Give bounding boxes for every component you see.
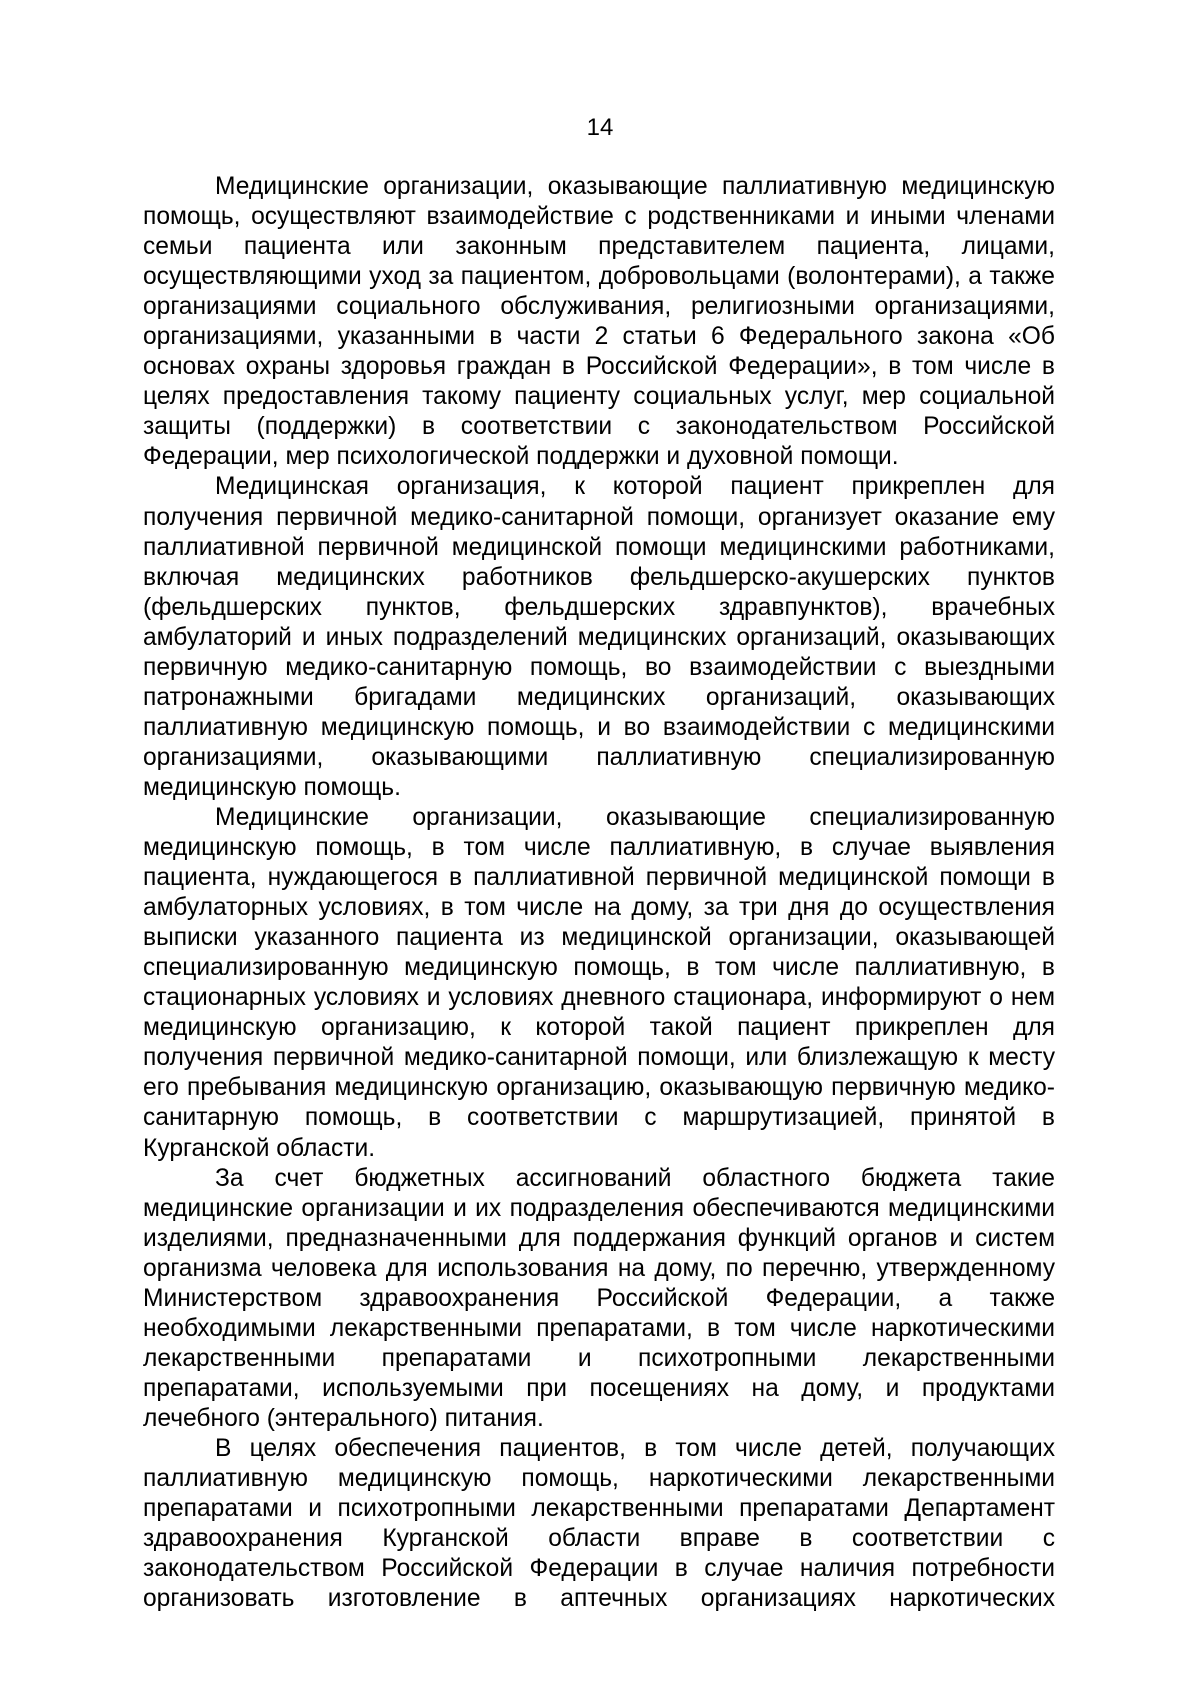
paragraph-palliative-interaction: Медицинские организации, оказывающие паллиативную медицинскую помощь, осуществляют взаимодействие с родственниками и иными членами семьи пациента или законным представителем пациента, лицами, осуществляющими уход за пациентом, добровольцами (волонтерами), а также организациями социального обслуживания, религиозными организациями, организациями, указанными в части 2 статьи 6 Федерального закона «Об основах охраны здоровья граждан в Российской Федерации», в том числе в целях предоставления такому пациенту социальных услуг, мер социальной защиты (поддержки) в соответствии с законодательством Российской Федерации, мер психологической поддержки и духовной помощи. (143, 173, 1055, 471)
paragraph-specialized-care-discharge: Медицинские организации, оказывающие специализированную медицинскую помощь, в том числе паллиативную, в случае выявления пациента, нуждающегося в паллиативной первичной медицинской помощи в амбулаторных условиях, в том числе на дому, за три дня до осуществления выписки указанного пациента из медицинской организации, оказывающей специализированную медицинскую помощь, в том числе паллиативную, в стационарных условиях и условиях дневного стационара, информируют о нем медицинскую организацию, к которой такой пациент прикреплен для получения первичной медико-санитарной помощи, или близлежащую к месту его пребывания медицинскую организацию, оказывающую первичную медико-санитарную помощь, в соответствии с маршрутизацией, принятой в Курганской области. (143, 803, 1055, 1162)
page-number: 14 (586, 114, 614, 141)
paragraph-budget-funding: За счет бюджетных ассигнований областного бюджета такие медицинские организации и их подразделения обеспечиваются медицинскими изделиями, предназначенными для поддержания функций органов и систем организма человека для использования на дому, по перечню, утвержденному Министерством здравоохранения Российской Федерации, а также необходимыми лекарственными препаратами, в том числе наркотическими лекарственными препаратами и психотропными лекарственными препаратами, используемыми при посещениях на дому, и продуктами лечебного (энтерального) питания. (143, 1164, 1055, 1432)
paragraph-narcotic-drugs-supply: В целях обеспечения пациентов, в том числе детей, получающих паллиативную медицинскую помощь, наркотическими лекарственными препаратами и психотропными лекарственными препаратами Департамент здравоохранения Курганской области вправе в соответствии с законодательством Российской Федерации в случае наличия потребности организовать изготовление в аптечных организациях наркотических (143, 1434, 1055, 1613)
document-body (143, 172, 1055, 1614)
paragraph-primary-care-organization: Медицинская организация, к которой пациент прикреплен для получения первичной медико-санитарной помощи, организует оказание ему паллиативной первичной медицинской помощи медицинскими работниками, включая медицинских работников фельдшерско-акушерских пунктов (фельдшерских пунктов, фельдшерских здравпунктов), врачебных амбулаторий и иных подразделений медицинских организаций, оказывающих первичную медико-санитарную помощь, во взаимодействии с выездными патронажными бригадами медицинских организаций, оказывающих паллиативную медицинскую помощь, и во взаимодействии с медицинскими организациями, оказывающими паллиативную специализированную медицинскую помощь. (143, 473, 1055, 801)
